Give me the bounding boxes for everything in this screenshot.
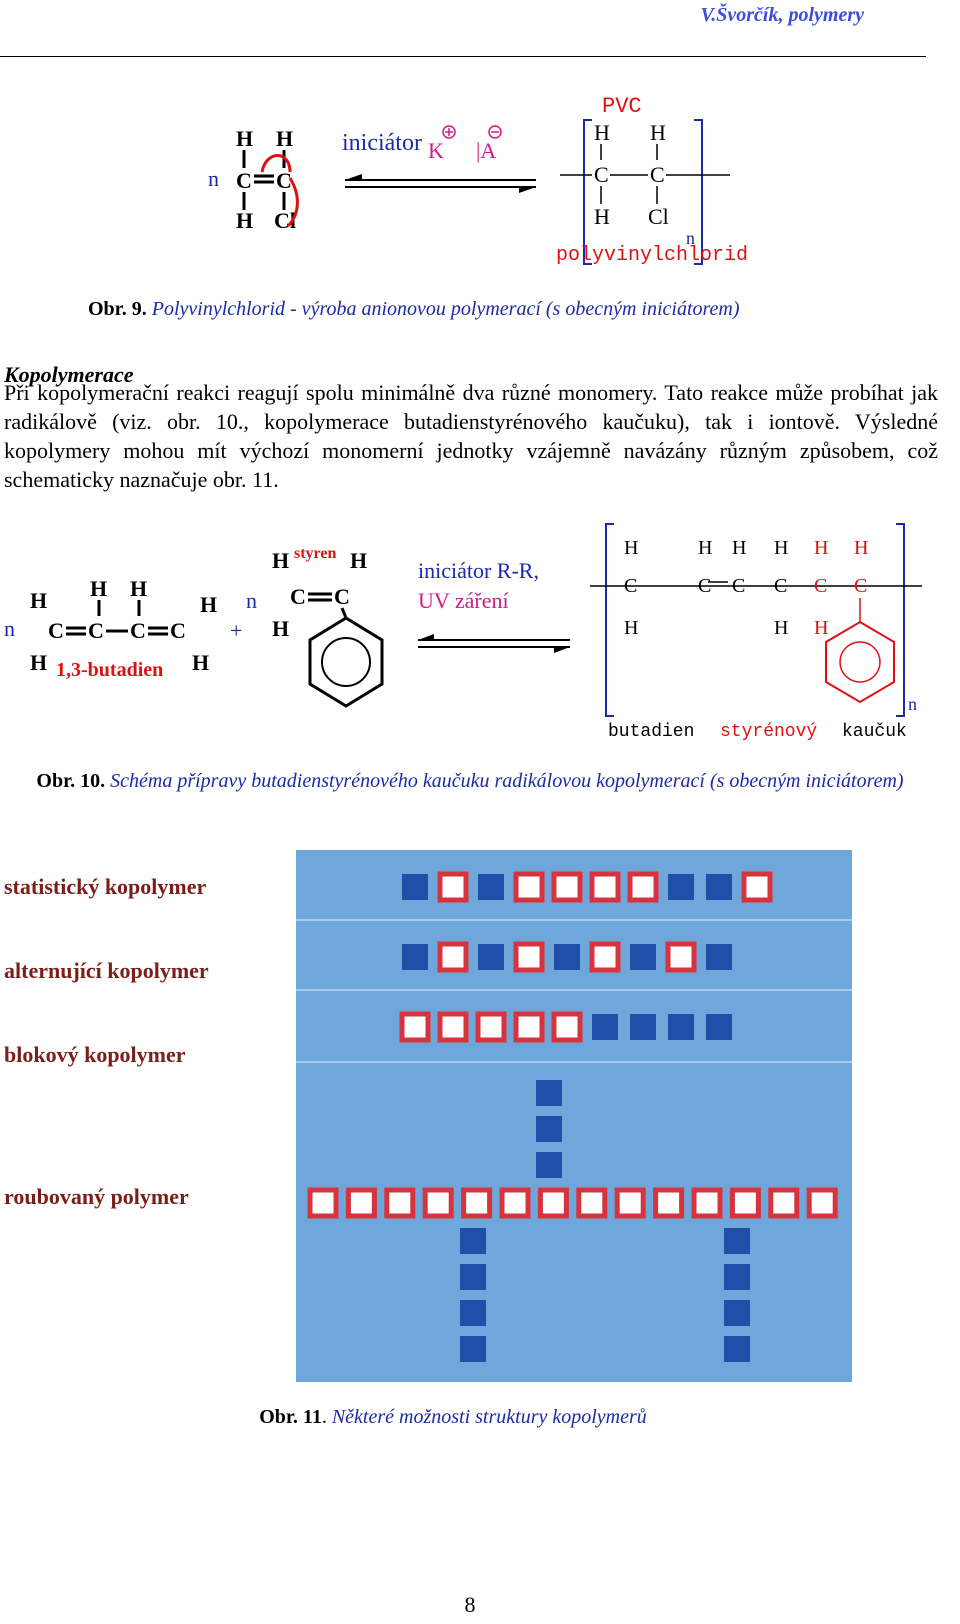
svg-text:H: H xyxy=(272,616,290,641)
monomer-b-unit xyxy=(440,1014,466,1040)
copolymer-structures-figure xyxy=(296,850,852,1382)
svg-text:H: H xyxy=(624,617,639,639)
fig10-caption-number: Obr. 10. xyxy=(36,770,106,792)
monomer-b-unit xyxy=(402,1014,428,1040)
fig9-caption-number: Obr. 9. xyxy=(88,298,147,320)
label-graft-polymer: roubovaný polymer xyxy=(4,1184,189,1209)
svg-text:C: C xyxy=(698,575,712,597)
fig9-n: n xyxy=(208,166,219,191)
monomer-a-unit xyxy=(724,1336,750,1362)
monomer-a-unit xyxy=(402,874,428,900)
svg-text:C: C xyxy=(334,584,350,609)
svg-text:C: C xyxy=(88,618,104,643)
pvc-atom-c: C xyxy=(650,162,665,187)
monomer-b-unit xyxy=(694,1190,720,1216)
monomer-b-unit xyxy=(732,1190,758,1216)
header-rule xyxy=(0,56,926,57)
svg-text:H: H xyxy=(624,537,639,559)
svg-text:H: H xyxy=(698,537,713,559)
fig10-n-sub: n xyxy=(908,694,917,714)
monomer-b-unit xyxy=(464,1190,490,1216)
fig9-atom-h: H xyxy=(236,208,254,233)
monomer-b-unit xyxy=(348,1190,374,1216)
monomer-a-unit xyxy=(536,1116,562,1142)
monomer-a-unit xyxy=(460,1300,486,1326)
fig9-initiator: iniciátor xyxy=(342,130,422,156)
monomer-b-unit xyxy=(630,874,656,900)
fig11-caption-number: Obr. 11 xyxy=(259,1406,322,1428)
fig10-caption-text: Schéma přípravy butadienstyrénového kaučuku radikálovou kopolymerací (s obecným iniciátorem) xyxy=(110,770,904,792)
product-part-2: styrénový xyxy=(720,722,818,742)
fig9-n-sub: n xyxy=(686,228,695,248)
monomer-b-unit xyxy=(440,944,466,970)
monomer-a-unit xyxy=(478,944,504,970)
svg-text:C: C xyxy=(814,575,828,597)
monomer-b-unit xyxy=(656,1190,682,1216)
svg-text:H: H xyxy=(814,537,829,559)
monomer-a-unit xyxy=(706,1014,732,1040)
monomer-b-unit xyxy=(516,1014,542,1040)
svg-text:H: H xyxy=(854,537,869,559)
svg-text:C: C xyxy=(170,618,186,643)
svg-text:H: H xyxy=(200,592,218,617)
svg-text:H: H xyxy=(30,588,48,613)
fig11-caption: Obr. 11. Některé možnosti struktury kopolymerů xyxy=(259,1406,647,1428)
svg-text:H: H xyxy=(774,537,789,559)
monomer-b-unit xyxy=(668,944,694,970)
svg-text:H: H xyxy=(774,617,789,639)
monomer-b-unit xyxy=(502,1190,528,1216)
label-block-copolymer: blokový kopolymer xyxy=(4,1042,186,1067)
fig9-caption-text: Polyvinylchlorid - výroba anionovou polymerací (s obecným iniciátorem) xyxy=(151,298,740,320)
pvc-atom-h: H xyxy=(594,120,610,145)
svg-text:H: H xyxy=(192,650,210,675)
butadiene-label: 1,3-butadien xyxy=(56,659,164,681)
svg-text:H: H xyxy=(130,576,148,601)
monomer-a-unit xyxy=(478,874,504,900)
product-part-1: butadien xyxy=(608,722,695,742)
fig9-atom-h: H xyxy=(236,126,254,151)
section-paragraph: Při kopolymerační reakci reagují spolu minimálně dva různé monomery. Tato reakce může probíhat jak radikálově (viz. obr. 10., kopolymerace butadienstyrénového kaučuku), tak i iontově. Výsledné kopolymery mohou mít výchozí monomerní jednotky vzájemně navázány různým způsobem, což schematicky naznačuje obr. 11. xyxy=(4,380,938,492)
fig9-anion: |A xyxy=(476,138,497,163)
monomer-a-unit xyxy=(592,1014,618,1040)
fig10-initiator: iniciátor R-R, xyxy=(418,558,539,583)
monomer-b-unit xyxy=(809,1190,835,1216)
monomer-a-unit xyxy=(706,944,732,970)
fig9-atom-h: H xyxy=(276,126,294,151)
monomer-b-unit xyxy=(617,1190,643,1216)
page-number: 8 xyxy=(464,1592,476,1617)
svg-text:H: H xyxy=(732,537,747,559)
fig9-caption xyxy=(88,298,740,321)
monomer-b-unit xyxy=(516,874,542,900)
svg-text:C: C xyxy=(854,575,868,597)
svg-text:C: C xyxy=(732,575,746,597)
svg-text:H: H xyxy=(814,617,829,639)
monomer-b-unit xyxy=(516,944,542,970)
monomer-a-unit xyxy=(724,1264,750,1290)
monomer-b-unit xyxy=(592,944,618,970)
svg-text:H: H xyxy=(90,576,108,601)
monomer-a-unit xyxy=(706,874,732,900)
pvc-atom-h: H xyxy=(650,120,666,145)
fig10-n: n xyxy=(4,616,15,641)
fig9-atom-c: C xyxy=(236,168,252,193)
svg-text:H: H xyxy=(350,548,368,573)
monomer-b-unit xyxy=(425,1190,451,1216)
fig10-caption xyxy=(24,768,916,794)
monomer-a-unit xyxy=(536,1080,562,1106)
svg-text:C: C xyxy=(290,584,306,609)
monomer-a-unit xyxy=(536,1152,562,1178)
monomer-a-unit xyxy=(668,1014,694,1040)
pvc-atom-h: H xyxy=(594,204,610,229)
document-header: V.Švorčík, polymery xyxy=(700,4,864,26)
monomer-b-unit xyxy=(744,874,770,900)
svg-text:C: C xyxy=(48,618,64,643)
monomer-b-unit xyxy=(554,874,580,900)
fig11-caption-text: Některé možnosti struktury kopolymerů xyxy=(331,1406,647,1428)
fig10-uv: UV záření xyxy=(418,588,509,613)
svg-text:C: C xyxy=(130,618,146,643)
fig10-n2: n xyxy=(246,588,257,613)
monomer-b-unit xyxy=(310,1190,336,1216)
monomer-a-unit xyxy=(460,1264,486,1290)
monomer-a-unit xyxy=(402,944,428,970)
monomer-b-unit xyxy=(540,1190,566,1216)
pvc-reaction-figure xyxy=(190,88,750,278)
monomer-b-unit xyxy=(771,1190,797,1216)
fig9-atom-cl: Cl xyxy=(274,208,296,233)
monomer-b-unit xyxy=(478,1014,504,1040)
monomer-b-unit xyxy=(592,874,618,900)
pvc-atom-cl: Cl xyxy=(648,204,669,229)
svg-text:H: H xyxy=(272,548,290,573)
svg-text:C: C xyxy=(774,575,788,597)
svg-text:C: C xyxy=(624,575,638,597)
section-title: Kopolymerace xyxy=(4,362,134,387)
fig9-atom-c: C xyxy=(276,168,292,193)
fig11-background xyxy=(296,850,852,1382)
fig9-cation: K xyxy=(428,138,444,163)
monomer-b-unit xyxy=(579,1190,605,1216)
styrene-label: styren xyxy=(294,545,337,562)
monomer-a-unit xyxy=(460,1336,486,1362)
fig9-product-label: PVC xyxy=(602,94,642,119)
svg-text:H: H xyxy=(30,650,48,675)
monomer-a-unit xyxy=(554,944,580,970)
sbr-reaction-figure xyxy=(0,518,940,746)
pvc-atom-c: C xyxy=(594,162,609,187)
monomer-a-unit xyxy=(724,1300,750,1326)
monomer-a-unit xyxy=(630,1014,656,1040)
monomer-b-unit xyxy=(440,874,466,900)
monomer-a-unit xyxy=(724,1228,750,1254)
fig9-product-name: polyvinylchlorid xyxy=(556,244,749,267)
monomer-b-unit xyxy=(387,1190,413,1216)
product-part-3: kaučuk xyxy=(842,722,907,742)
fig10-plus: + xyxy=(230,618,243,643)
label-statistical-copolymer: statistický kopolymer xyxy=(4,874,207,899)
label-alternating-copolymer: alternující kopolymer xyxy=(4,958,209,983)
monomer-a-unit xyxy=(668,874,694,900)
monomer-b-unit xyxy=(554,1014,580,1040)
monomer-a-unit xyxy=(630,944,656,970)
monomer-a-unit xyxy=(460,1228,486,1254)
